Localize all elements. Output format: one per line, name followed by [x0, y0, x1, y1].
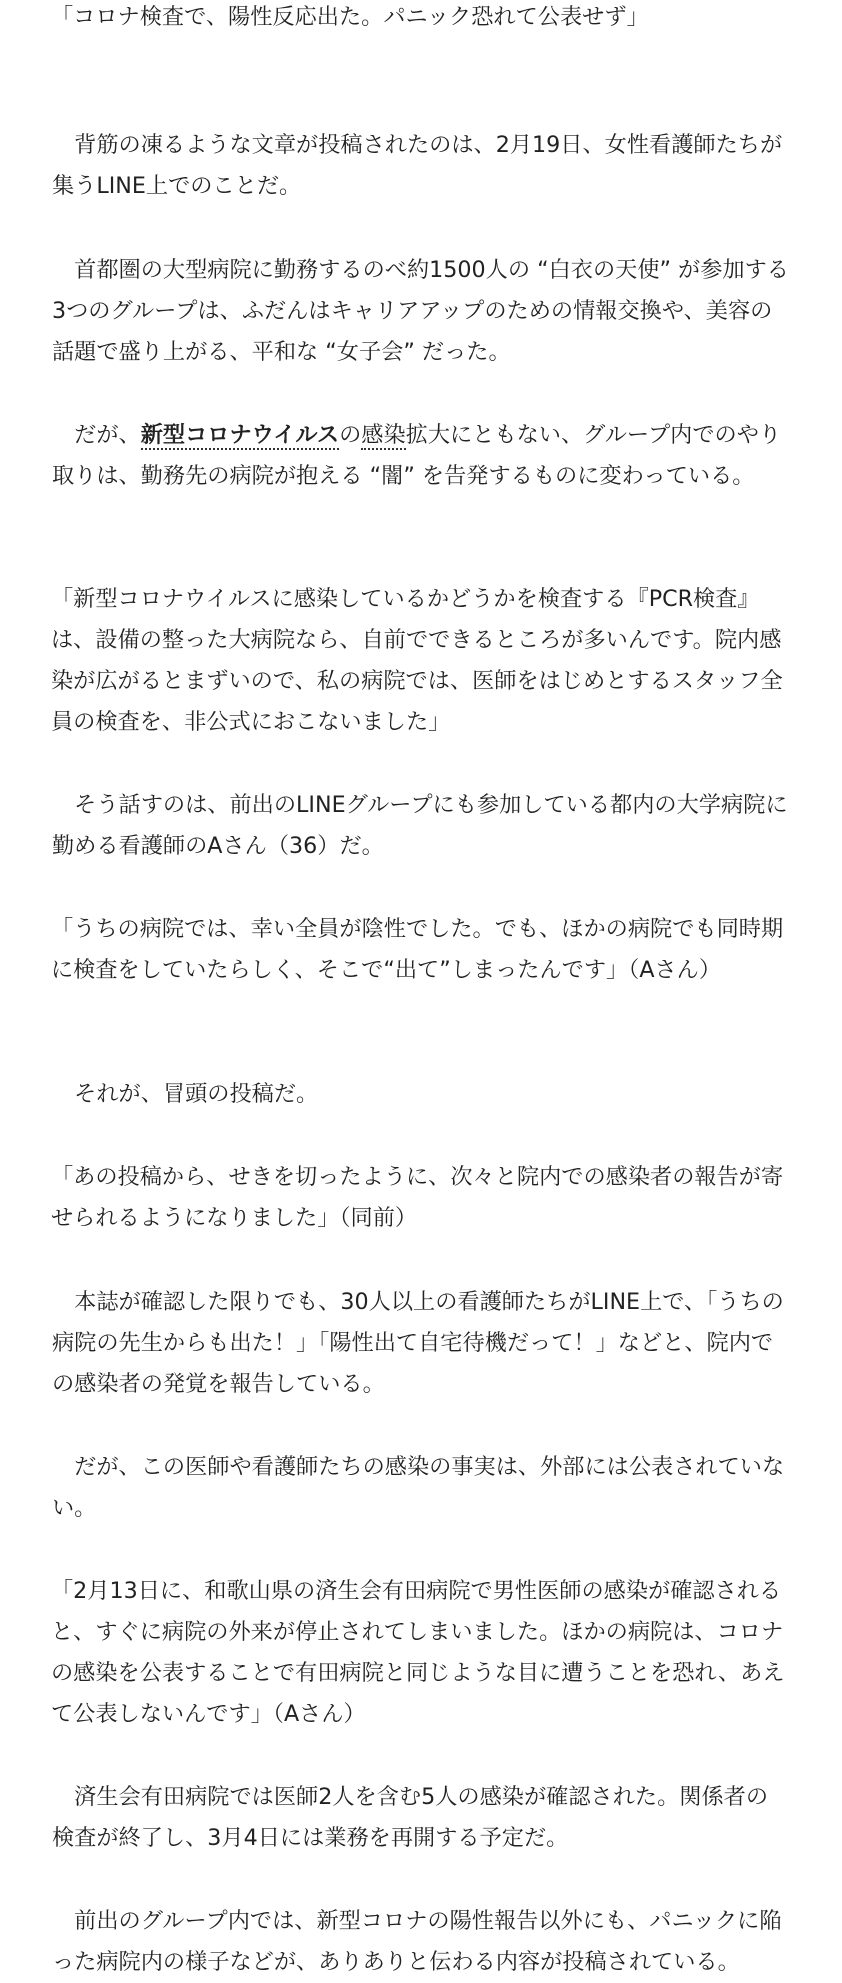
paragraph-text: 本誌が確認した限りでも、30人以上の看護師たちがLINE上で、「うちの病院の先生からも出た！」「陽性出て自宅待機だって！」などと、院内での感染者の発覚を報告している。 — [52, 1289, 784, 1397]
paragraph-text: それが、冒頭の投稿だ。 — [52, 1081, 319, 1107]
link-infection[interactable]: 感染 — [361, 422, 406, 448]
article-paragraph — [52, 374, 790, 497]
paragraph-text: 済生会有田病院では医師2人を含む5人の感染が確認された。関係者の検査が終了し、3月4日には業務を再開する予定だ。 — [52, 1784, 769, 1851]
paragraph-text-between: の — [339, 422, 362, 448]
paragraph-text: 前出のグループ内では、新型コロナの陽性報告以外にも、パニックに陥った病院内の様子などが、ありありと伝わる内容が投稿されている。 — [52, 1908, 782, 1975]
article-paragraph — [51, 868, 790, 991]
article-paragraph — [52, 1241, 792, 1405]
paragraph-text: だが、この医師や看護師たちの感染の事実は、外部には公表されていない。 — [52, 1454, 785, 1521]
paragraph-text: 背筋の凍るような文章が投稿されたのは、2月19日、女性看護師たちが集うLINE上でのことだ。 — [52, 132, 783, 199]
article-paragraph: 「コロナ検査で、陽性反応出た。パニック恐れて公表せず」 — [51, 4, 649, 30]
article-paragraph — [51, 1530, 790, 1735]
article-paragraph — [52, 1736, 790, 1859]
paragraph-text-before: だが、 — [52, 422, 141, 448]
paragraph-text: 「あの投稿から、せきを切ったように、次々と院内での感染者の報告が寄せられるようになりました」（同前） — [51, 1164, 784, 1231]
article-paragraph — [51, 1116, 790, 1239]
paragraph-text: 首都圏の大型病院に勤務するのべ約1500人の “白衣の天使” が参加する3つのグループは、ふだんはキャリアアップのための情報交換や、美容の話題で盛り上がる、平和な “女子会” だった。 — [52, 257, 789, 365]
paragraph-text: 「新型コロナウイルスに感染しているかどうかを検査する『PCR検査』は、設備の整った大病院なら、自前でできるところが多いんです。院内感染が広がるとまずいので、私の病院では、医師をはじめとするスタッフ全員の検査を、非公式におこないました」 — [51, 586, 783, 735]
paragraph-text-after: 拡大にともない、グループ内でのやり取りは、勤務先の病院が抱える “闇” を告発するものに変わっている。 — [52, 422, 782, 489]
article-paragraph — [52, 1406, 790, 1529]
article-paragraph — [52, 1860, 790, 1983]
paragraph-text: 「2月13日に、和歌山県の済生会有田病院で男性医師の感染が確認されると、すぐに病院の外来が停止されてしまいました。ほかの病院は、コロナの感染を公表することで有田病院と同じような目に遭うことを恐れ、あえて公表しないんです」（Aさん） — [51, 1578, 785, 1727]
paragraph-text: 「うちの病院では、幸い全員が陰性でした。でも、ほかの病院でも同時期に検査をしていたらしく、そこで“出て”しまったんです」（Aさん） — [51, 916, 784, 983]
article-paragraph — [52, 209, 790, 373]
article-paragraph — [52, 1033, 790, 1115]
paragraph-text: そう話すのは、前出のLINEグループにも参加している都内の大学病院に勤める看護師のAさん（36）だ。 — [52, 792, 788, 859]
link-new-coronavirus[interactable]: 新型コロナウイルス — [140, 422, 340, 448]
article-paragraph — [52, 744, 790, 867]
article-paragraph — [51, 538, 790, 743]
article-paragraph — [52, 84, 790, 207]
